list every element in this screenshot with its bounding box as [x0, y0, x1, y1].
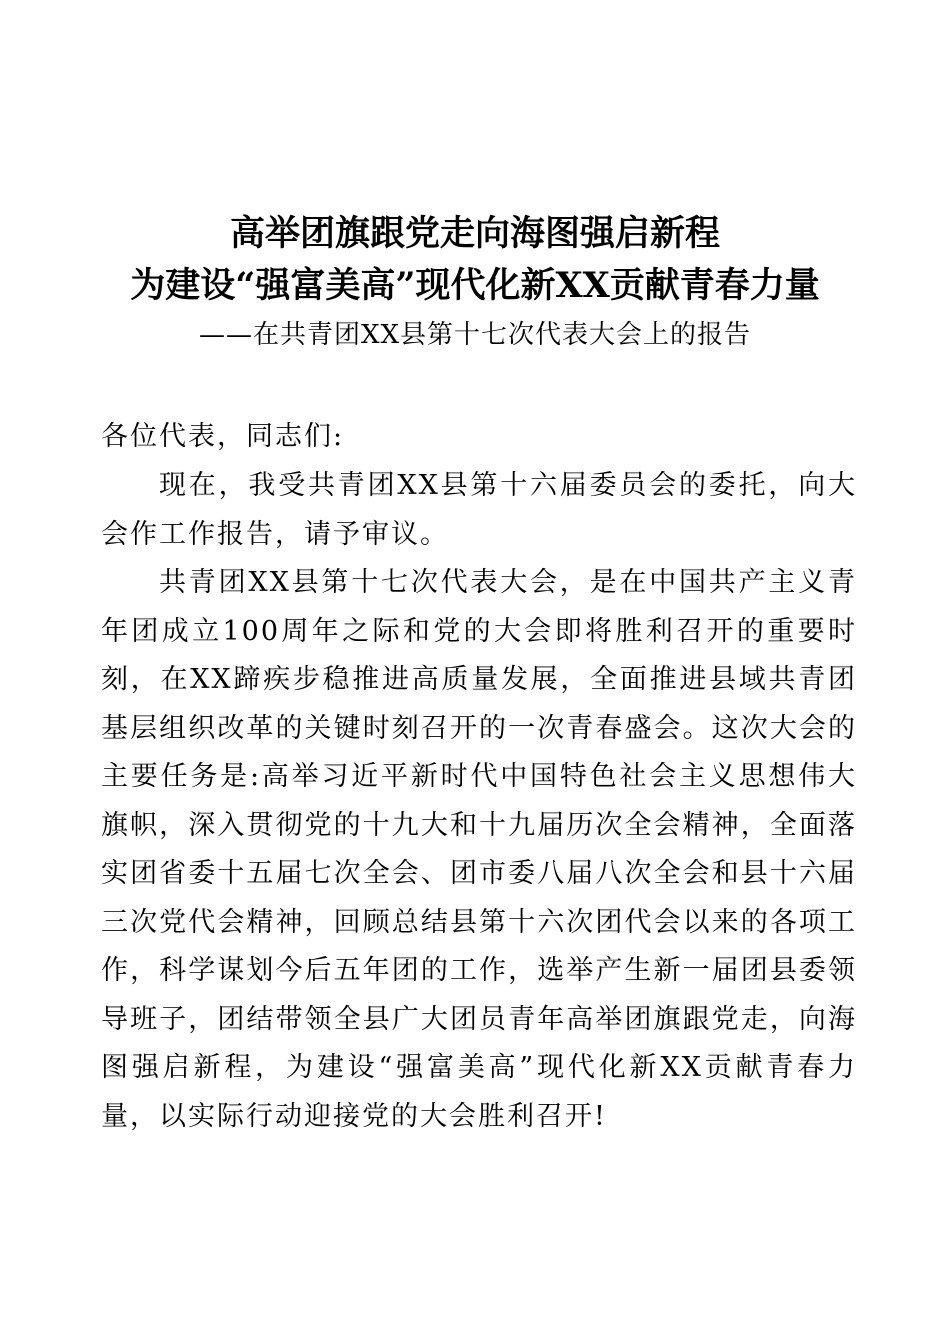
paragraph-2: 共青团XX县第十七次代表大会，是在中国共产主义青年团成立100周年之际和党的大会即将胜利召开的重要时刻，在XX蹄疾步稳推进高质量发展，全面推进县域共青团基层组织改革的关键时刻召开的一次青春盛会。这次大会的主要任务是:高举习近平新时代中国特色社会主义思想伟大旗帜，深入贯彻党的十九大和十九届历次全会精神，全面落实团省委十五届七次全会、团市委八届八次全会和县十六届三次党代会精神，回顾总结县第十六次团代会以来的各项工作，科学谋划今后五年团的工作，选举产生新一届团县委领导班子，团结带领全县广大团员青年高举团旗跟党走，向海图强启新程，为建设“强富美高”现代化新XX贡献青春力量，以实际行动迎接党的大会胜利召开!	[101, 567, 857, 1132]
paragraph-1: 现在，我受共青团XX县第十六届委员会的委托，向大会作工作报告，请予审议。	[101, 470, 857, 550]
title-line-1: 高举团旗跟党走向海图强启新程	[229, 213, 720, 254]
salutation: 各位代表，同志们:	[101, 421, 345, 452]
title-line-2: 为建设“强富美高”现代化新XX贡献青春力量	[130, 265, 820, 306]
subtitle: ——在共青团XX县第十七次代表大会上的报告	[198, 320, 752, 350]
